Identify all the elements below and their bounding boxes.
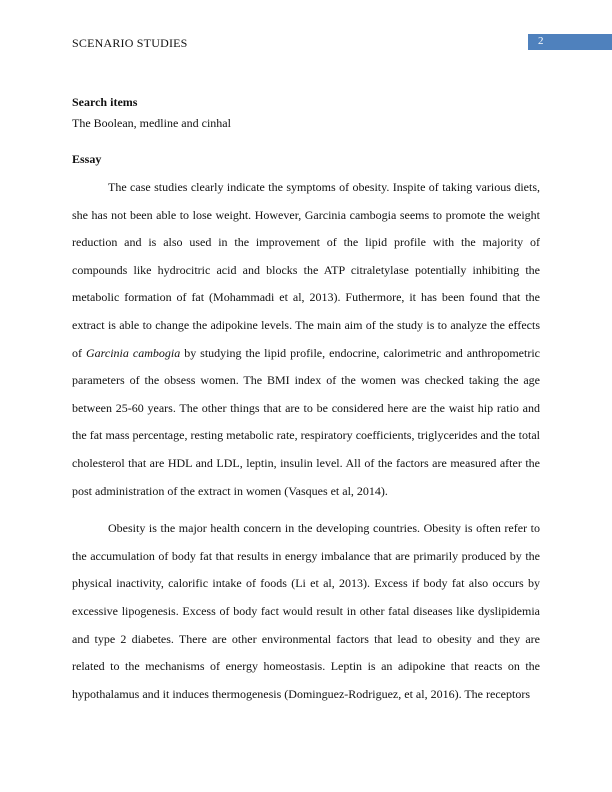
search-items-text: The Boolean, medline and cinhal (72, 116, 231, 130)
essay-heading: Essay (72, 152, 102, 166)
page-number: 2 (538, 35, 544, 47)
essay-paragraph-1-text-b: by studying the lipid profile, endocrine, calorimetric and anthropometric parameters of the obsess women. The BMI index of the women was checked taking the age between 25-60 years. The other things that are to be considered here are the waist hip ratio and the fat mass percentage, resting metabolic rate, respiratory coefficients, triglycerides and the total cholesterol that are HDL and LDL, leptin, insulin level. All of the factors are measured after the post administration of the extract in women (Vasques et al, 2014). (72, 345, 540, 498)
essay-paragraph-1-text-a: The case studies clearly indicate the symptoms of obesity. Inspite of taking various diets, she has not been able to lose weight. However, Garcinia cambogia seems to promote the weight reduction and is also used in the improvement of the lipid profile with the majority of compounds like hydrocitric acid and blocks the ATP citraletylase potentially inhibiting the metabolic formation of fat (Mohammadi et al, 2013). Futhermore, it has been found that the extract is able to change the adipokine levels. The main aim of the study is to analyze the effects of (72, 180, 540, 360)
search-items-heading: Search items (72, 95, 138, 109)
essay-paragraph-1 (72, 174, 540, 505)
essay-paragraph-1-italic-term: Garcinia cambogia (86, 345, 181, 360)
page-number-box (528, 34, 612, 50)
document-body (72, 92, 540, 708)
running-head: SCENARIO STUDIES (72, 36, 188, 50)
essay-paragraph-2: Obesity is the major health concern in the developing countries. Obesity is often refer to the accumulation of body fat that results in energy imbalance that are primarily produced by the physical inactivity, calorific intake of foods (Li et al, 2013). Excess if body fat also occurs by excessive lipogenesis. Excess of body fact would result in other fatal diseases like dyslipidemia and type 2 diabetes. There are other environmental factors that lead to obesity and they are related to the mechanisms of energy homeostasis. Leptin is an adipokine that reacts on the hypothalamus and it induces thermogenesis (Dominguez-Rodriguez, et al, 2016). The receptors (72, 521, 540, 701)
